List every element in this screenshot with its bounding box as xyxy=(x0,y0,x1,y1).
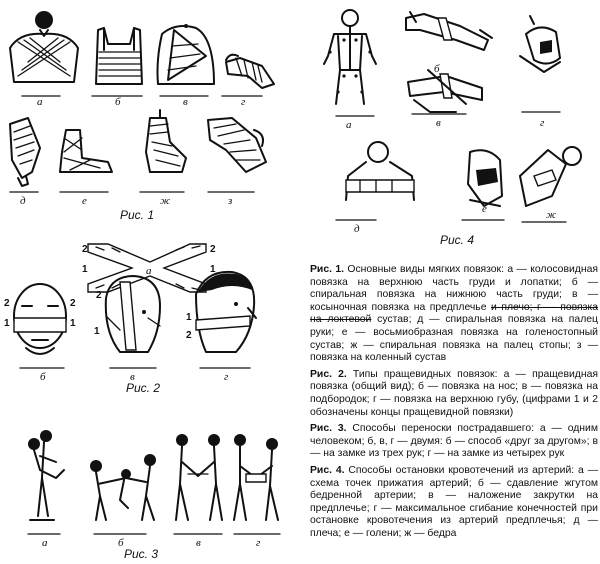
fig1-letter-a: а xyxy=(37,96,43,108)
fig2-g-num-1: 1 xyxy=(186,312,192,323)
fig1-letter-zh: ж xyxy=(160,195,171,207)
fig3-b-front-back-carry xyxy=(90,454,156,520)
fig2-title: Рис. 2 xyxy=(126,381,161,395)
figure-3 xyxy=(28,430,280,561)
fig1-e-ankle-bandage xyxy=(60,130,112,172)
caption-fig2-text: Типы пращевидных повязок: а — пращевидная повязка (общий вид); б — повязка на нос; в — повязка на подбородок; г — повязка на верхнюю губу, (цифрами 1 и 2 обозначены концы пращевидной повязки) xyxy=(310,368,598,418)
fig2-letter-g: г xyxy=(224,371,229,383)
fig2-b-num-2r: 2 xyxy=(70,298,76,309)
fig4-letter-e: е xyxy=(482,203,487,215)
fig3-letter-v: в xyxy=(196,537,201,549)
caption-fig2 xyxy=(310,369,598,419)
captions-block xyxy=(310,264,598,544)
fig4-title: Рис. 4 xyxy=(440,233,475,247)
caption-fig1-text-end: сустав; д — спиральная повязка на палец руки; е — восьмиобразная повязка на голеностопный сустав; ж — спиральная повязка на палец стопы; з — повязка на коленный сустав xyxy=(310,314,599,364)
fig1-letter-e: е xyxy=(82,195,87,207)
fig1-letter-g: г xyxy=(241,96,246,108)
fig3-a-single-carry xyxy=(28,430,64,520)
fig4-letter-zh: ж xyxy=(546,209,557,221)
fig1-g-elbow-bandage xyxy=(226,55,274,88)
caption-fig3-text: Способы переноски пострадавшего: а — одним человеком; б, в, г — двумя: б — способ «друг за другом»; в — на замке из трех рук; г — на замке из четырех рук xyxy=(310,423,598,460)
fig4-g-forearm-flexion xyxy=(520,16,560,72)
figure-4 xyxy=(324,10,581,247)
caption-fig1-label: Рис. 1. xyxy=(310,264,345,275)
fig3-v-three-hand-seat xyxy=(176,434,222,520)
fig2-num-top-left: 2 xyxy=(82,244,88,255)
fig2-g-num-2: 2 xyxy=(186,330,192,341)
caption-fig4-label: Рис. 4. xyxy=(310,464,345,476)
fig4-b-thigh-tourniquet xyxy=(406,12,492,50)
caption-fig3 xyxy=(310,423,598,461)
caption-fig1-struck-text: и плечо; г — повязка на локтевой xyxy=(310,301,598,326)
fig4-letter-a: а xyxy=(346,119,352,131)
fig4-letter-g: г xyxy=(540,117,545,129)
fig1-z-knee-bandage xyxy=(208,118,266,172)
fig2-b-num-1: 1 xyxy=(4,318,10,329)
fig2-b-num-1r: 1 xyxy=(70,318,76,329)
fig4-v-forearm-twist xyxy=(408,70,482,112)
fig4-letter-d: д xyxy=(354,223,360,235)
caption-fig1-text: Основные виды мягких повязок: а — колосовидная повязка на верхнюю часть груди и лопатки; б — спиральная повязка на нижнюю часть груди; в — косыночная повязка на предплечье xyxy=(310,264,598,313)
fig2-letter-b: б xyxy=(40,371,46,383)
fig1-d-finger-bandage xyxy=(10,118,40,186)
caption-fig1 xyxy=(310,264,598,365)
fig2-num-top-right: 2 xyxy=(210,244,216,255)
fig4-d-shoulder-flexion xyxy=(346,142,414,200)
fig1-zh-toe-bandage xyxy=(146,110,186,172)
fig4-a-pressure-points xyxy=(324,10,376,104)
fig2-letter-v: в xyxy=(130,371,135,383)
fig3-letter-g: г xyxy=(256,537,261,549)
fig1-v-sling-bandage xyxy=(158,24,215,84)
caption-fig2-label: Рис. 2. xyxy=(310,368,347,380)
fig1-letter-b: б xyxy=(115,96,121,108)
figure-2 xyxy=(4,244,256,395)
figure-1 xyxy=(10,11,274,222)
fig4-letter-v: в xyxy=(436,117,441,129)
fig2-b-num-2: 2 xyxy=(4,298,10,309)
fig2-v-num-1: 1 xyxy=(94,326,100,337)
fig3-title: Рис. 3 xyxy=(124,547,159,561)
caption-fig4 xyxy=(310,465,598,541)
fig1-b-spiral-chest-bandage xyxy=(96,28,142,84)
fig4-letter-b: б xyxy=(434,63,440,75)
fig2-g-lip-bandage xyxy=(196,272,256,352)
fig2-letter-a: а xyxy=(146,265,152,277)
fig3-letter-b: б xyxy=(118,537,124,549)
fig1-a-spica-bandage xyxy=(10,11,78,82)
caption-fig3-label: Рис. 3. xyxy=(310,423,347,435)
fig2-num-left: 1 xyxy=(82,264,88,275)
fig4-zh-thigh-flexion xyxy=(520,147,581,206)
fig3-letter-a: а xyxy=(42,537,48,549)
fig1-letter-z: з xyxy=(228,195,233,207)
fig2-v-num-2: 2 xyxy=(96,290,102,301)
fig1-letter-d: д xyxy=(20,195,26,207)
fig2-num-right: 1 xyxy=(210,264,216,275)
fig1-letter-v: в xyxy=(183,96,188,108)
fig1-title: Рис. 1 xyxy=(120,208,155,222)
fig4-e-lower-leg-flexion xyxy=(468,150,502,206)
fig2-b-nose-bandage xyxy=(14,284,66,354)
fig3-g-four-hand-seat xyxy=(234,434,278,520)
caption-fig4-text: Способы остановки кровотечений из артерий: а — схема точек прижатия артерий; б — сдавление жгутом бедренной артерии; в — наложение закрутки на предплечье; г — максимальное сгибание конечностей при остановке кровотечения из артерий предплечья; д — плеча; е — голени; ж — бедра xyxy=(310,464,599,539)
